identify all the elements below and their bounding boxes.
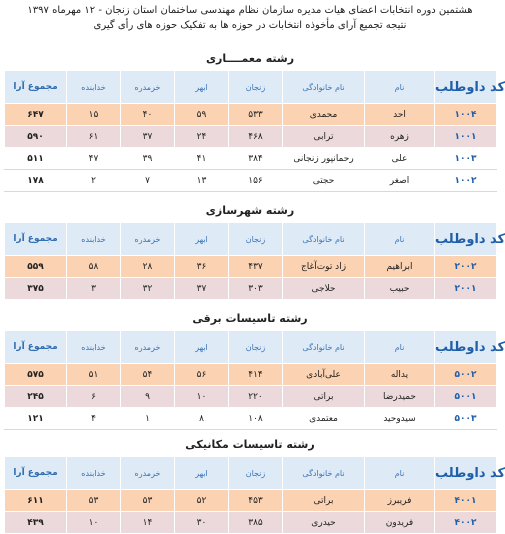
cell-khorramdareh: ۴۰ — [121, 104, 175, 126]
cell-name: حمیدرضا — [365, 386, 435, 408]
table-row — [5, 408, 497, 430]
cell-khodabandeh: ۶ — [67, 386, 121, 408]
column-header-family: نام خانوادگی — [283, 331, 365, 364]
cell-khodabandeh: ۵۸ — [67, 256, 121, 278]
cell-khorramdareh: ۳۹ — [121, 148, 175, 170]
cell-family: زاد توت‌آغاج — [283, 256, 365, 278]
column-header-code: کد داوطلب — [435, 331, 497, 364]
column-header-code: کد داوطلب — [435, 223, 497, 256]
cell-abhar: ۵۹ — [175, 104, 229, 126]
cell-family: براتی — [283, 386, 365, 408]
column-header-code: کد داوطلب — [435, 457, 497, 490]
cell-family: معتمدی — [283, 408, 365, 430]
cell-khorramdareh: ۱ — [121, 408, 175, 430]
section-title: رشته تاسیسات برقی — [192, 312, 308, 325]
cell-abhar: ۳۷ — [175, 278, 229, 300]
cell-abhar: ۲۴ — [175, 126, 229, 148]
column-header-code: کد داوطلب — [435, 71, 497, 104]
cell-code: ۱۰۰۴ — [435, 104, 497, 126]
cell-zanjan: ۵۳۳ — [229, 104, 283, 126]
cell-zanjan: ۴۵۳ — [229, 490, 283, 512]
cell-khorramdareh: ۵۳ — [121, 490, 175, 512]
table-row — [5, 490, 497, 512]
cell-khorramdareh: ۷ — [121, 170, 175, 192]
cell-code: ۵۰۰۲ — [435, 364, 497, 386]
results-table — [4, 222, 505, 300]
table-row — [5, 278, 497, 300]
results-section — [0, 312, 505, 430]
cell-total: ۶۴۷ — [5, 104, 67, 126]
table-header-row — [5, 457, 497, 490]
cell-code: ۴۰۰۲ — [435, 512, 497, 534]
column-header-abhar: ابهر — [175, 331, 229, 364]
column-header-khorramdareh: خرمدره — [121, 457, 175, 490]
section-title: رشته معمــــاری — [205, 52, 295, 65]
column-header-zanjan: زنجان — [229, 331, 283, 364]
column-header-name: نام — [365, 457, 435, 490]
cell-abhar: ۳۰ — [175, 512, 229, 534]
table-row — [5, 104, 497, 126]
cell-khodabandeh: ۵۳ — [67, 490, 121, 512]
cell-code: ۱۰۰۱ — [435, 126, 497, 148]
column-header-khorramdareh: خرمدره — [121, 331, 175, 364]
cell-zanjan: ۳۸۵ — [229, 512, 283, 534]
cell-family: رحمانپور زنجانی — [283, 148, 365, 170]
column-header-zanjan: زنجان — [229, 457, 283, 490]
table-row — [5, 126, 497, 148]
cell-abhar: ۸ — [175, 408, 229, 430]
cell-name: فریبرز — [365, 490, 435, 512]
table-row — [5, 170, 497, 192]
cell-total: ۲۴۵ — [5, 386, 67, 408]
column-header-total: مجموع آرا — [5, 71, 67, 104]
cell-khodabandeh: ۱۵ — [67, 104, 121, 126]
results-section — [0, 204, 505, 300]
cell-family: براتی — [283, 490, 365, 512]
cell-khorramdareh: ۹ — [121, 386, 175, 408]
column-header-khorramdareh: خرمدره — [121, 223, 175, 256]
cell-name: یداله — [365, 364, 435, 386]
table-row — [5, 512, 497, 534]
cell-name: فریدون — [365, 512, 435, 534]
cell-name: زهره — [365, 126, 435, 148]
cell-abhar: ۴۱ — [175, 148, 229, 170]
column-header-khodabandeh: خدابنده — [67, 71, 121, 104]
column-header-abhar: ابهر — [175, 457, 229, 490]
cell-name: اصغر — [365, 170, 435, 192]
column-header-name: نام — [365, 223, 435, 256]
cell-abhar: ۱۰ — [175, 386, 229, 408]
column-header-khorramdareh: خرمدره — [121, 71, 175, 104]
column-header-total: مجموع آرا — [5, 457, 67, 490]
cell-name: حبیب — [365, 278, 435, 300]
column-header-zanjan: زنجان — [229, 223, 283, 256]
results-section — [0, 438, 505, 534]
column-header-family: نام خانوادگی — [283, 71, 365, 104]
column-header-zanjan: زنجان — [229, 71, 283, 104]
cell-name: احد — [365, 104, 435, 126]
cell-zanjan: ۴۱۴ — [229, 364, 283, 386]
table-header-row — [5, 71, 497, 104]
column-header-family: نام خانوادگی — [283, 457, 365, 490]
cell-khodabandeh: ۳ — [67, 278, 121, 300]
cell-code: ۵۰۰۳ — [435, 408, 497, 430]
column-header-total: مجموع آرا — [5, 223, 67, 256]
cell-zanjan: ۳۰۳ — [229, 278, 283, 300]
cell-zanjan: ۲۲۰ — [229, 386, 283, 408]
cell-family: ترابی — [283, 126, 365, 148]
cell-khorramdareh: ۱۴ — [121, 512, 175, 534]
cell-khodabandeh: ۲ — [67, 170, 121, 192]
cell-khorramdareh: ۵۴ — [121, 364, 175, 386]
cell-family: حلاجی — [283, 278, 365, 300]
cell-total: ۵۷۵ — [5, 364, 67, 386]
cell-abhar: ۵۶ — [175, 364, 229, 386]
column-header-khodabandeh: خدابنده — [67, 457, 121, 490]
column-header-abhar: ابهر — [175, 223, 229, 256]
cell-khorramdareh: ۳۷ — [121, 126, 175, 148]
cell-abhar: ۳۶ — [175, 256, 229, 278]
table-header-row — [5, 223, 497, 256]
cell-khodabandeh: ۴ — [67, 408, 121, 430]
column-header-khodabandeh: خدابنده — [67, 331, 121, 364]
cell-zanjan: ۱۰۸ — [229, 408, 283, 430]
cell-zanjan: ۱۵۶ — [229, 170, 283, 192]
cell-khorramdareh: ۲۸ — [121, 256, 175, 278]
results-table — [4, 456, 505, 534]
cell-name: ابراهیم — [365, 256, 435, 278]
results-section — [0, 52, 505, 192]
table-row — [5, 364, 497, 386]
column-header-family: نام خانوادگی — [283, 223, 365, 256]
cell-zanjan: ۴۳۷ — [229, 256, 283, 278]
table-header-row — [5, 331, 497, 364]
cell-abhar: ۵۲ — [175, 490, 229, 512]
cell-khodabandeh: ۵۱ — [67, 364, 121, 386]
cell-code: ۲۰۰۱ — [435, 278, 497, 300]
cell-family: علی‌آبادی — [283, 364, 365, 386]
section-title: رشته تاسیسات مکانیکی — [185, 438, 315, 451]
cell-total: ۵۹۰ — [5, 126, 67, 148]
cell-code: ۲۰۰۲ — [435, 256, 497, 278]
cell-zanjan: ۳۸۴ — [229, 148, 283, 170]
header-subtitle: نتیجه تجمیع آرای مأخوذه انتخابات در حوزه ها به تفکیک حوزه های رأی گیری — [93, 20, 407, 31]
cell-total: ۴۳۹ — [5, 512, 67, 534]
cell-total: ۱۲۱ — [5, 408, 67, 430]
cell-total: ۳۷۵ — [5, 278, 67, 300]
column-header-name: نام — [365, 71, 435, 104]
column-header-khodabandeh: خدابنده — [67, 223, 121, 256]
header-title: هشتمین دوره انتخابات اعضای هیات مدیره سازمان نظام مهندسی ساختمان استان زنجان - ۱۲ مهرماه ۱۳۹۷ — [27, 5, 473, 16]
results-table — [4, 330, 505, 430]
cell-zanjan: ۴۶۸ — [229, 126, 283, 148]
column-header-name: نام — [365, 331, 435, 364]
results-table — [4, 70, 505, 192]
cell-total: ۱۷۸ — [5, 170, 67, 192]
column-header-total: مجموع آرا — [5, 331, 67, 364]
cell-family: حیدری — [283, 512, 365, 534]
cell-khodabandeh: ۱۰ — [67, 512, 121, 534]
cell-khodabandeh: ۶۱ — [67, 126, 121, 148]
cell-code: ۴۰۰۱ — [435, 490, 497, 512]
cell-code: ۱۰۰۲ — [435, 170, 497, 192]
cell-code: ۵۰۰۱ — [435, 386, 497, 408]
table-row — [5, 148, 497, 170]
table-row — [5, 386, 497, 408]
cell-name: علی — [365, 148, 435, 170]
table-row — [5, 256, 497, 278]
cell-total: ۵۵۹ — [5, 256, 67, 278]
cell-code: ۱۰۰۳ — [435, 148, 497, 170]
cell-name: سیدوحید — [365, 408, 435, 430]
cell-abhar: ۱۳ — [175, 170, 229, 192]
section-title: رشته شهرسازی — [205, 204, 295, 217]
cell-family: محمدی — [283, 104, 365, 126]
cell-khorramdareh: ۳۲ — [121, 278, 175, 300]
cell-khodabandeh: ۴۷ — [67, 148, 121, 170]
cell-total: ۵۱۱ — [5, 148, 67, 170]
page-header — [0, 0, 500, 33]
cell-total: ۶۱۱ — [5, 490, 67, 512]
cell-family: حجتی — [283, 170, 365, 192]
column-header-abhar: ابهر — [175, 71, 229, 104]
